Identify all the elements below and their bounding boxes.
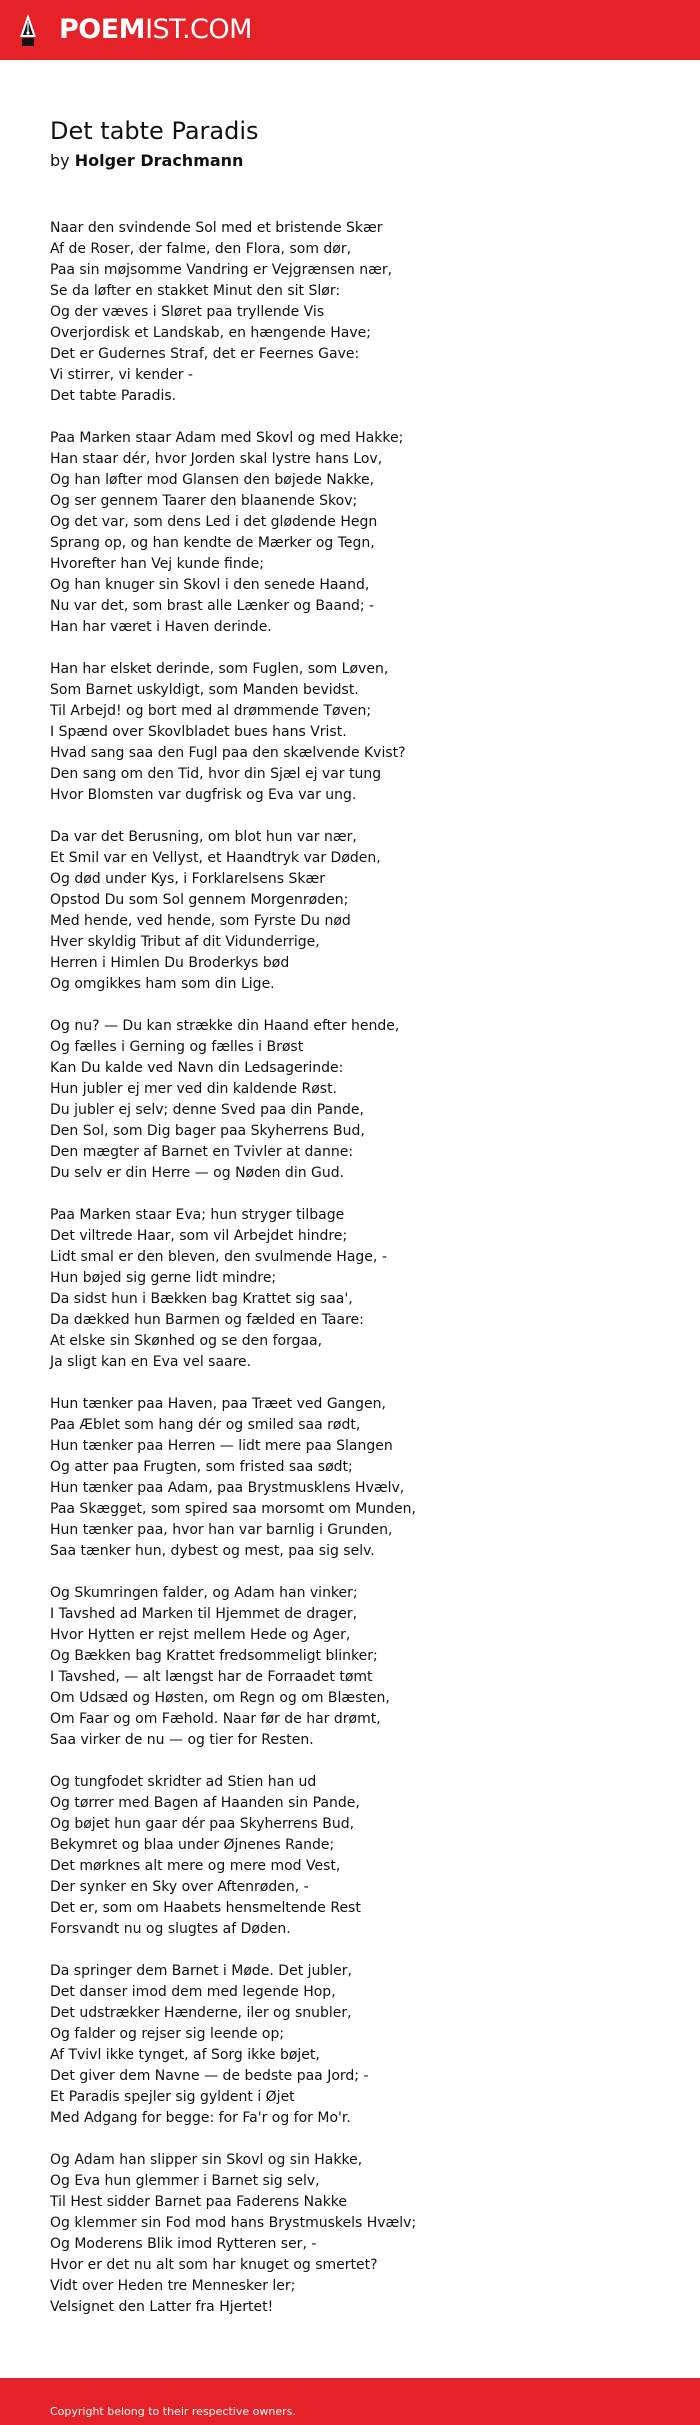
poem-line: Og han løfter mod Glansen den bøjede Nakke, bbox=[50, 472, 375, 488]
stanza bbox=[50, 1016, 660, 1184]
poem-line: Den mægter af Barnet en Tvivler at danne: bbox=[50, 1144, 354, 1160]
poem-line: Hvorefter han Vej kunde finde; bbox=[50, 556, 264, 572]
stanza bbox=[50, 1961, 660, 2129]
poem-title: Det tabte Paradis bbox=[50, 117, 259, 145]
poem-line: Det mørknes alt mere og mere mod Vest, bbox=[50, 1858, 341, 1874]
poem-line: Og falder og rejser sig leende op; bbox=[50, 2026, 285, 2042]
poem-line: Hun tænker paa Herren — lidt mere paa Slangen bbox=[50, 1438, 393, 1454]
poem-body bbox=[50, 218, 660, 2339]
poem-line: Da springer dem Barnet i Møde. Det jubler, bbox=[50, 1963, 352, 1979]
poem-line: Af de Roser, der falme, den Flora, som dør, bbox=[50, 241, 352, 257]
stanza bbox=[50, 218, 660, 407]
poem-line: Naar den svindende Sol med et bristende Skær bbox=[50, 220, 383, 236]
poem-line: Han staar dér, hvor Jorden skal lystre hans Lov, bbox=[50, 451, 383, 467]
poem-line: Da sidst hun i Bækken bag Krattet sig saa', bbox=[50, 1291, 353, 1307]
poem-line: Forsvandt nu og slugtes af Døden. bbox=[50, 1921, 291, 1937]
poem-line: Hun bøjed sig gerne lidt mindre; bbox=[50, 1270, 277, 1286]
poem-line: Da dækked hun Barmen og fælded en Taare: bbox=[50, 1312, 364, 1328]
poem-line: Et Smil var en Vellyst, et Haandtryk var Døden, bbox=[50, 850, 381, 866]
poem-line: Det udstrækker Hænderne, iler og snubler, bbox=[50, 2005, 352, 2021]
stanza bbox=[50, 659, 660, 806]
poem-line: Herren i Himlen Du Broderkys bød bbox=[50, 955, 290, 971]
poem-line: Om Faar og om Fæhold. Naar før de har drømt, bbox=[50, 1711, 381, 1727]
poem-line: Og tungfodet skridter ad Stien han ud bbox=[50, 1774, 317, 1790]
poem-line: Hvor Blomsten var dugfrisk og Eva var ung. bbox=[50, 787, 357, 803]
poem-line: Et Paradis spejler sig gyldent i Øjet bbox=[50, 2089, 295, 2105]
stanza bbox=[50, 1772, 660, 1940]
poem-line: Og Adam han slipper sin Skovl og sin Hakke, bbox=[50, 2152, 363, 2168]
poem-line: Der synker en Sky over Aftenrøden, - bbox=[50, 1879, 309, 1895]
byline bbox=[50, 149, 650, 173]
poem-line: Sprang op, og han kendte de Mærker og Tegn, bbox=[50, 535, 375, 551]
stanza bbox=[50, 827, 660, 995]
poem-line: Bekymret og blaa under Øjnenes Rande; bbox=[50, 1837, 335, 1853]
poem-line: Hvad sang saa den Fugl paa den skælvende Kvist? bbox=[50, 745, 406, 761]
poem-line: Hun tænker paa Adam, paa Brystmusklens Hvælv, bbox=[50, 1480, 405, 1496]
poem-line: Det giver dem Navne — de bedste paa Jord; - bbox=[50, 2068, 369, 2084]
poem-line: Med hende, ved hende, som Fyrste Du nød bbox=[50, 913, 351, 929]
site-footer bbox=[0, 2378, 700, 2425]
poem-line: I Tavshed, — alt længst har de Forraadet tømt bbox=[50, 1669, 373, 1685]
poem-heading bbox=[50, 115, 650, 173]
poem-line: Og Moderens Blik imod Rytteren ser, - bbox=[50, 2236, 317, 2252]
poem-line: Paa Æblet som hang dér og smiled saa rødt, bbox=[50, 1417, 361, 1433]
poem-line: Hun tænker paa Haven, paa Træet ved Gangen, bbox=[50, 1396, 386, 1412]
poem-line: Kan Du kalde ved Navn din Ledsagerinde: bbox=[50, 1060, 344, 1076]
poem-line: Lidt smal er den bleven, den svulmende Hage, - bbox=[50, 1249, 387, 1265]
poem-line: Og der væves i Sløret paa tryllende Vis bbox=[50, 304, 325, 320]
poem-line: Og atter paa Frugten, som fristed saa sødt; bbox=[50, 1459, 353, 1475]
poem-line: Han har elsket derinde, som Fuglen, som Løven, bbox=[50, 661, 389, 677]
poem-line: Og det var, som dens Led i det glødende Hegn bbox=[50, 514, 378, 530]
brand-name-rest: IST.COM bbox=[145, 14, 252, 45]
stanza bbox=[50, 428, 660, 638]
poem-line: Og Skumringen falder, og Adam han vinker; bbox=[50, 1585, 358, 1601]
poem-line: Da var det Berusning, om blot hun var nær, bbox=[50, 829, 357, 845]
poem-line: Og han knuger sin Skovl i den senede Haand, bbox=[50, 577, 370, 593]
poem-line: Og fælles i Gerning og fælles i Brøst bbox=[50, 1039, 304, 1055]
poem-line: Paa sin møjsomme Vandring er Vejgrænsen nær, bbox=[50, 262, 393, 278]
poem-line: Hun jubler ej mer ved din kaldende Røst. bbox=[50, 1081, 338, 1097]
poem-line: Det danser imod dem med legende Hop, bbox=[50, 1984, 336, 2000]
poem-line: Og klemmer sin Fod mod hans Brystmuskels Hvælv; bbox=[50, 2215, 417, 2231]
poem-line: Opstod Du som Sol gennem Morgenrøden; bbox=[50, 892, 349, 908]
poem-line: Og Bækken bag Krattet fredsommeligt blinker; bbox=[50, 1648, 378, 1664]
poem-line: Til Arbejd! og bort med al drømmende Tøven; bbox=[50, 703, 372, 719]
poem-line: Hun tænker paa, hvor han var barnlig i Grunden, bbox=[50, 1522, 393, 1538]
poem-line: Ja sligt kan en Eva vel saare. bbox=[50, 1354, 252, 1370]
site-logo-link[interactable] bbox=[59, 13, 252, 47]
poem-line: Af Tvivl ikke tynget, af Sorg ikke bøjet, bbox=[50, 2047, 320, 2063]
stanza bbox=[50, 1583, 660, 1751]
stanza bbox=[50, 1394, 660, 1562]
poem-line: Det er, som om Haabets hensmeltende Rest bbox=[50, 1900, 361, 1916]
poem-line: Den sang om den Tid, hvor din Sjæl ej var tung bbox=[50, 766, 382, 782]
site-header bbox=[0, 0, 700, 60]
poem-line: Han har været i Haven derinde. bbox=[50, 619, 272, 635]
poem-line: Hvor Hytten er rejst mellem Hede og Ager, bbox=[50, 1627, 351, 1643]
poem-line: Det tabte Paradis. bbox=[50, 388, 177, 404]
poem-line: Saa tænker hun, dybest og mest, paa sig selv. bbox=[50, 1543, 375, 1559]
poem-line: Du selv er din Herre — og Nøden din Gud. bbox=[50, 1165, 345, 1181]
poem-line: Velsignet den Latter fra Hjertet! bbox=[50, 2299, 274, 2315]
poem-line: Om Udsæd og Høsten, om Regn og om Blæsten, bbox=[50, 1690, 390, 1706]
author-link[interactable]: Holger Drachmann bbox=[74, 151, 244, 170]
brand-name-bold: POEM bbox=[59, 14, 146, 45]
poem-line: Paa Marken staar Adam med Skovl og med Hakke; bbox=[50, 430, 404, 446]
poem-line: Og nu? — Du kan strække din Haand efter hende, bbox=[50, 1018, 400, 1034]
stanza bbox=[50, 1205, 660, 1373]
poem-line: Vi stirrer, vi kender - bbox=[50, 367, 193, 383]
stanza bbox=[50, 2150, 660, 2318]
copyright-notice: Copyright belong to their respective owners. bbox=[50, 2405, 296, 2418]
poem-line: Nu var det, som brast alle Lænker og Baand; - bbox=[50, 598, 375, 614]
poem-line: Og bøjet hun gaar dér paa Skyherrens Bud, bbox=[50, 1816, 355, 1832]
poem-line: Paa Skægget, som spired saa morsomt om Munden, bbox=[50, 1501, 416, 1517]
poem-line: I Tavshed ad Marken til Hjemmet de drager, bbox=[50, 1606, 358, 1622]
poem-line: Hver skyldig Tribut af dit Vidunderrige, bbox=[50, 934, 320, 950]
poem-line: Overjordisk et Landskab, en hængende Have; bbox=[50, 325, 371, 341]
poem-line: Som Barnet uskyldigt, som Manden bevidst. bbox=[50, 682, 359, 698]
poem-line: Det er Gudernes Straf, det er Feernes Gave: bbox=[50, 346, 360, 362]
poem-line: Til Hest sidder Barnet paa Faderens Nakke bbox=[50, 2194, 348, 2210]
poem-line: Saa virker de nu — og tier for Resten. bbox=[50, 1732, 314, 1748]
poem-line: Og ser gennem Taarer den blaanende Skov; bbox=[50, 493, 358, 509]
poem-line: I Spænd over Skovlbladet bues hans Vrist. bbox=[50, 724, 347, 740]
pen-nib-icon[interactable] bbox=[18, 13, 38, 47]
poem-line: At elske sin Skønhed og se den forgaa, bbox=[50, 1333, 323, 1349]
poem-line: Se da løfter en stakket Minut den sit Slør: bbox=[50, 283, 341, 299]
poem-line: Det viltrede Haar, som vil Arbejdet hindre; bbox=[50, 1228, 348, 1244]
poem-line: Med Adgang for begge: for Fa'r og for Mo'r. bbox=[50, 2110, 351, 2126]
poem-line: Hvor er det nu alt som har knuget og smertet? bbox=[50, 2257, 378, 2273]
poem-line: Vidt over Heden tre Mennesker ler; bbox=[50, 2278, 296, 2294]
poem-line: Og Eva hun glemmer i Barnet sig selv, bbox=[50, 2173, 320, 2189]
poem-line: Og tørrer med Bagen af Haanden sin Pande, bbox=[50, 1795, 360, 1811]
poem-line: Og død under Kys, i Forklarelsens Skær bbox=[50, 871, 326, 887]
poem-line: Den Sol, som Dig bager paa Skyherrens Bud, bbox=[50, 1123, 365, 1139]
by-label: by bbox=[50, 151, 70, 170]
poem-line: Du jubler ej selv; denne Sved paa din Pande, bbox=[50, 1102, 364, 1118]
poem-line: Paa Marken staar Eva; hun stryger tilbage bbox=[50, 1207, 345, 1223]
poem-line: Og omgikkes ham som din Lige. bbox=[50, 976, 275, 992]
